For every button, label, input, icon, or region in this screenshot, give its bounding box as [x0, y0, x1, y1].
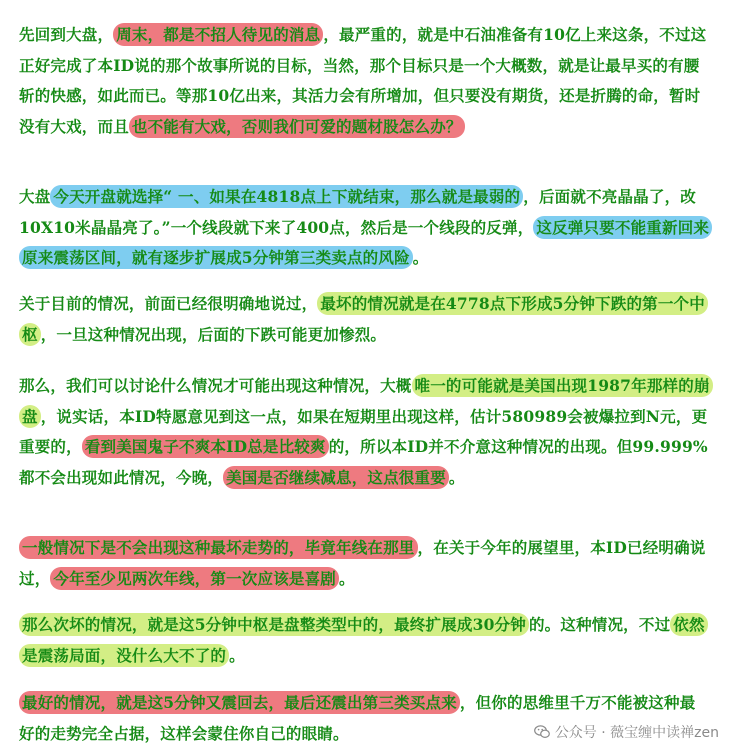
highlight-blue: 这反弹只要不能重新回来原来震荡区间，就有逐步扩展成5分钟第三类卖点的风险: [19, 216, 712, 270]
text-run: ，后面就不亮晶晶了，改10X10米晶晶亮了。”一个线段就下来了400点，然后是一个线段的反弹，: [19, 187, 696, 237]
text-run: ，在关于今年的展望里，本ID已经明确说过，: [19, 538, 706, 588]
text-run: 。: [229, 645, 245, 665]
highlight-green: 依然是震荡局面，没什么大不了的: [19, 613, 708, 667]
highlight-green: 唯一的可能就是美国出现1987年那样的崩盘: [19, 374, 713, 428]
highlight-blue: 今天开盘就选择“ 一、如果在4818点上下就结束，那么就是最弱的: [50, 185, 523, 208]
paragraph-second-worst: [19, 610, 711, 671]
watermark: [534, 722, 719, 742]
text-run: 。: [448, 467, 465, 487]
text-run: 先回到大盘，: [19, 25, 114, 44]
text-run: 的，所以本ID并不介意这种情况的出现。但99.999%都不会出现如此情况，今晚，: [19, 437, 708, 487]
text-run: ，最严重的，就是中石油准备有10亿上来这条，不过这正好完成了本ID说的那个故事所说的目标，当然，那个目标只是一个大概数，就是让最早买的有腰斩的快感，如此而已。等那10亿出来，其活力会有所增加，但只要没有期货，还是折腾的命，暂时没有大戏，而且: [19, 25, 707, 136]
paragraph-worst-case: [19, 289, 711, 350]
text-run: 关于目前的情况，前面已经很明确地说过，: [19, 294, 318, 313]
paragraph-market-review: [19, 20, 711, 142]
highlight-red: 看到美国鬼子不爽本ID总是比较爽: [82, 435, 329, 458]
highlight-red: 一般情况下是不会出现这种最坏走势的，毕竟年线在那里: [19, 536, 418, 559]
text-run: 的。这种情况，不过: [528, 615, 671, 634]
highlight-green: 那么次坏的情况，就是这5分钟中枢是盘整类型中的，最终扩展成30分钟: [19, 613, 529, 636]
highlight-red: 周末，都是不招人待见的消息: [113, 23, 323, 46]
text-run: 那么，我们可以讨论什么情况才可能出现这种情况，大概: [19, 376, 412, 395]
text-run: ，但你的思维里千万不能被这种最好的走势完全占据，这样会蒙住你自己的眼睛。: [19, 693, 696, 743]
paragraph-general-case: [19, 533, 711, 594]
highlight-red: 也不能有大戏，否则我们可爱的题材股怎么办？: [129, 115, 465, 138]
watermark-text: 公众号 · 薇宝缠中读禅zen: [554, 725, 719, 741]
highlight-red: 今年至少见两次年线，第一次应该是喜剧: [50, 567, 339, 590]
paragraph-opening: [19, 182, 711, 274]
highlight-green: 最坏的情况就是在4778点下形成5分钟下跌的第一个中枢: [19, 292, 708, 346]
text-run: ，一旦这种情况出现，后面的下跌可能更加惨烈。: [40, 324, 387, 344]
text-run: 。: [412, 248, 429, 267]
text-run: ，说实话，本ID特愿意见到这一点，如果在短期里出现这样，估计580989会被爆拉到N元，更重要的，: [19, 406, 708, 456]
wechat-icon: [534, 725, 550, 739]
highlight-red: 最好的情况，就是这5分钟又震回去，最后还震出第三类买点来: [19, 691, 460, 714]
text-run: 。: [339, 568, 355, 588]
highlight-red: 美国是否继续减息，这点很重要: [223, 466, 449, 489]
text-run: 大盘: [19, 187, 51, 206]
paragraph-us-crash: [19, 371, 711, 493]
